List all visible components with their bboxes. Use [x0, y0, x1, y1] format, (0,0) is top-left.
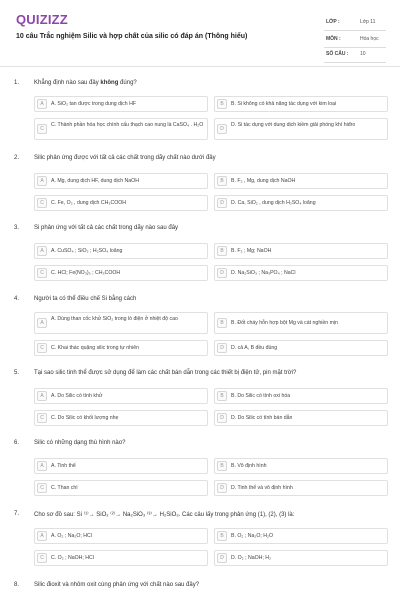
option-letter: A — [37, 99, 47, 109]
meta-value: Hóa học — [360, 36, 379, 42]
option-text: C. Than chì — [51, 485, 78, 491]
option-d[interactable] — [214, 410, 388, 426]
option-letter: B — [217, 99, 227, 109]
option-text: B. Si không có khả năng tác dụng với kim loại — [231, 101, 337, 107]
option-c[interactable] — [34, 410, 208, 426]
option-letter: C — [37, 124, 47, 134]
meta-question-count — [324, 46, 386, 63]
question-stem: Si phản ứng với tất cả các chất trong dãy nào sau đây — [34, 225, 179, 231]
option-text: C. Fe, O₂ , dung dịch CH₃COOH — [51, 200, 127, 206]
option-text: A. SiO₂ tan được trong dung dịch HF — [51, 101, 137, 107]
stem-text: Khẳng định nào sau đây — [34, 80, 101, 86]
option-c[interactable] — [34, 118, 208, 140]
option-text: A. Mg, dung dịch HF, dung dịch NaOH — [51, 178, 139, 184]
option-text: D. Do Silic có tính bán dẫn — [231, 415, 293, 421]
option-text: B. Đốt cháy hỗn hợp bột Mg và cát nghiền mịn — [231, 320, 338, 326]
option-letter: C — [37, 413, 47, 423]
option-text: C. Thành phần hóa học chính cấu thạch cao nung là CaSO₄ . H₂O — [51, 122, 204, 128]
question-number: 8. — [14, 582, 20, 588]
stem-text: đúng? — [118, 80, 137, 86]
question-number: 1. — [14, 80, 20, 86]
option-letter: A — [37, 318, 47, 328]
option-a[interactable] — [34, 243, 208, 259]
option-letter: A — [37, 461, 47, 471]
option-a[interactable] — [34, 173, 208, 189]
stem-emphasis: không — [100, 80, 119, 86]
option-c[interactable] — [34, 550, 208, 566]
meta-grade — [324, 14, 386, 31]
option-letter: B — [217, 318, 227, 328]
option-letter: A — [37, 246, 47, 256]
option-letter: D — [217, 343, 227, 353]
option-text: A. Dùng than cốc khử SiO₂ trong lò điện ở nhiệt độ cao — [51, 316, 178, 322]
option-d[interactable] — [214, 550, 388, 566]
option-c[interactable] — [34, 480, 208, 496]
option-text: B. O₂ ; Na₂O; H₂O — [231, 533, 274, 539]
meta-label: SỐ CÂU : — [326, 51, 349, 57]
option-text: B. Do Silic có tính oxi hóa — [231, 393, 291, 399]
option-text: A. CuSO₄ ; SiO₂ ; H₂SO₄ loãng — [51, 248, 123, 254]
option-text: C. O₂ ; NaOH; HCl — [51, 555, 94, 561]
meta-value: Lớp 11 — [360, 19, 376, 25]
option-text: C. Do Silic có khối lượng nhẹ — [51, 415, 119, 421]
question-number: 2. — [14, 155, 20, 161]
question-stem: Cho sơ đồ sau: Si ⁽¹⁾→ SiO₂ ⁽²⁾→ Na₂SiO₃ ⁽³⁾→ H₂SiO₃. Các câu lấy trong phản ứng (1), (2), (3) là: — [34, 512, 295, 518]
option-letter: C — [37, 343, 47, 353]
question-stem: Tại sao silic tinh thể được sử dụng để làm các chất bán dẫn trong các thiết bị điện tử, pin mặt trời? — [34, 370, 297, 376]
option-b[interactable] — [214, 243, 388, 259]
option-letter: D — [217, 268, 227, 278]
option-b[interactable] — [214, 388, 388, 404]
option-d[interactable] — [214, 195, 388, 211]
option-letter: C — [37, 483, 47, 493]
question-stem: Silic đioxit và nhôm oxit cùng phản ứng với chất nào sau đây? — [34, 582, 200, 588]
option-letter: A — [37, 531, 47, 541]
option-letter: D — [217, 553, 227, 563]
option-letter: B — [217, 461, 227, 471]
question-stem — [34, 80, 137, 86]
option-letter: B — [217, 176, 227, 186]
option-letter: C — [37, 198, 47, 208]
option-text: C. HCl; Fe(NO₃)₃ ; CH₃COOH — [51, 270, 121, 276]
option-a[interactable] — [34, 312, 208, 334]
question-stem: Silic có những dạng thù hình nào? — [34, 440, 126, 446]
question-number: 5. — [14, 370, 20, 376]
option-text: D. Si tác dụng với dung dịch kiềm giải phóng khí hiđro — [231, 122, 356, 128]
option-a[interactable] — [34, 388, 208, 404]
option-b[interactable] — [214, 312, 388, 334]
option-letter: A — [37, 391, 47, 401]
option-d[interactable] — [214, 118, 388, 140]
question-number: 6. — [14, 440, 20, 446]
question-number: 4. — [14, 296, 20, 302]
meta-label: LỚP : — [326, 19, 340, 25]
option-text: B. F₂ , Mg, dung dịch NaOH — [231, 178, 296, 184]
option-letter: B — [217, 391, 227, 401]
option-letter: B — [217, 531, 227, 541]
question-stem: Người ta có thể điều chế Si bằng cách — [34, 296, 137, 302]
page-title: 10 câu Trắc nghiệm Silic và hợp chất của silic có đáp án (Thông hiểu) — [16, 33, 248, 40]
option-text: B. F₂ ; Mg; NaOH — [231, 248, 272, 254]
option-b[interactable] — [214, 528, 388, 544]
meta-value: 10 — [360, 51, 366, 57]
option-d[interactable] — [214, 265, 388, 281]
option-letter: C — [37, 553, 47, 563]
option-b[interactable] — [214, 173, 388, 189]
option-a[interactable] — [34, 458, 208, 474]
option-a[interactable] — [34, 96, 208, 112]
option-c[interactable] — [34, 265, 208, 281]
option-d[interactable] — [214, 340, 388, 356]
meta-label: MÔN : — [326, 36, 341, 42]
option-d[interactable] — [214, 480, 388, 496]
question-number: 7. — [14, 511, 20, 517]
option-letter: C — [37, 268, 47, 278]
quizizz-logo: QUIZIZZ — [16, 12, 68, 27]
option-text: C. Khai thác quặng silic trong tự nhiên — [51, 345, 139, 351]
option-letter: B — [217, 246, 227, 256]
option-c[interactable] — [34, 195, 208, 211]
option-letter: D — [217, 124, 227, 134]
question-stem: Silic phản ứng được với tất cả các chất trong dãy chất nào dưới đây — [34, 155, 216, 161]
option-b[interactable] — [214, 458, 388, 474]
option-letter: A — [37, 176, 47, 186]
option-text: D. Na₂SiO₃ ; Na₃PO₄ ; NaCl — [231, 270, 296, 276]
option-text: D. Tinh thể và vô định hình — [231, 485, 293, 491]
worksheet-header — [0, 0, 400, 66]
header-divider — [0, 66, 400, 67]
option-c[interactable] — [34, 340, 208, 356]
option-b[interactable] — [214, 96, 388, 112]
question-number: 3. — [14, 225, 20, 231]
option-text: A. O₂ ; Na₂O; HCl — [51, 533, 92, 539]
option-letter: D — [217, 483, 227, 493]
option-text: D. Ca, SiO₂ , dung dịch H₂SO₄ loãng — [231, 200, 316, 206]
option-text: D. O₂ ; NaOH; H₂ — [231, 555, 272, 561]
option-text: B. Vô định hình — [231, 463, 267, 469]
option-text: A. Do Silic có tính khử — [51, 393, 103, 399]
option-text: D. cả A, B đều đúng — [231, 345, 278, 351]
option-a[interactable] — [34, 528, 208, 544]
option-letter: D — [217, 198, 227, 208]
option-letter: D — [217, 413, 227, 423]
option-text: A. Tinh thể — [51, 463, 76, 469]
